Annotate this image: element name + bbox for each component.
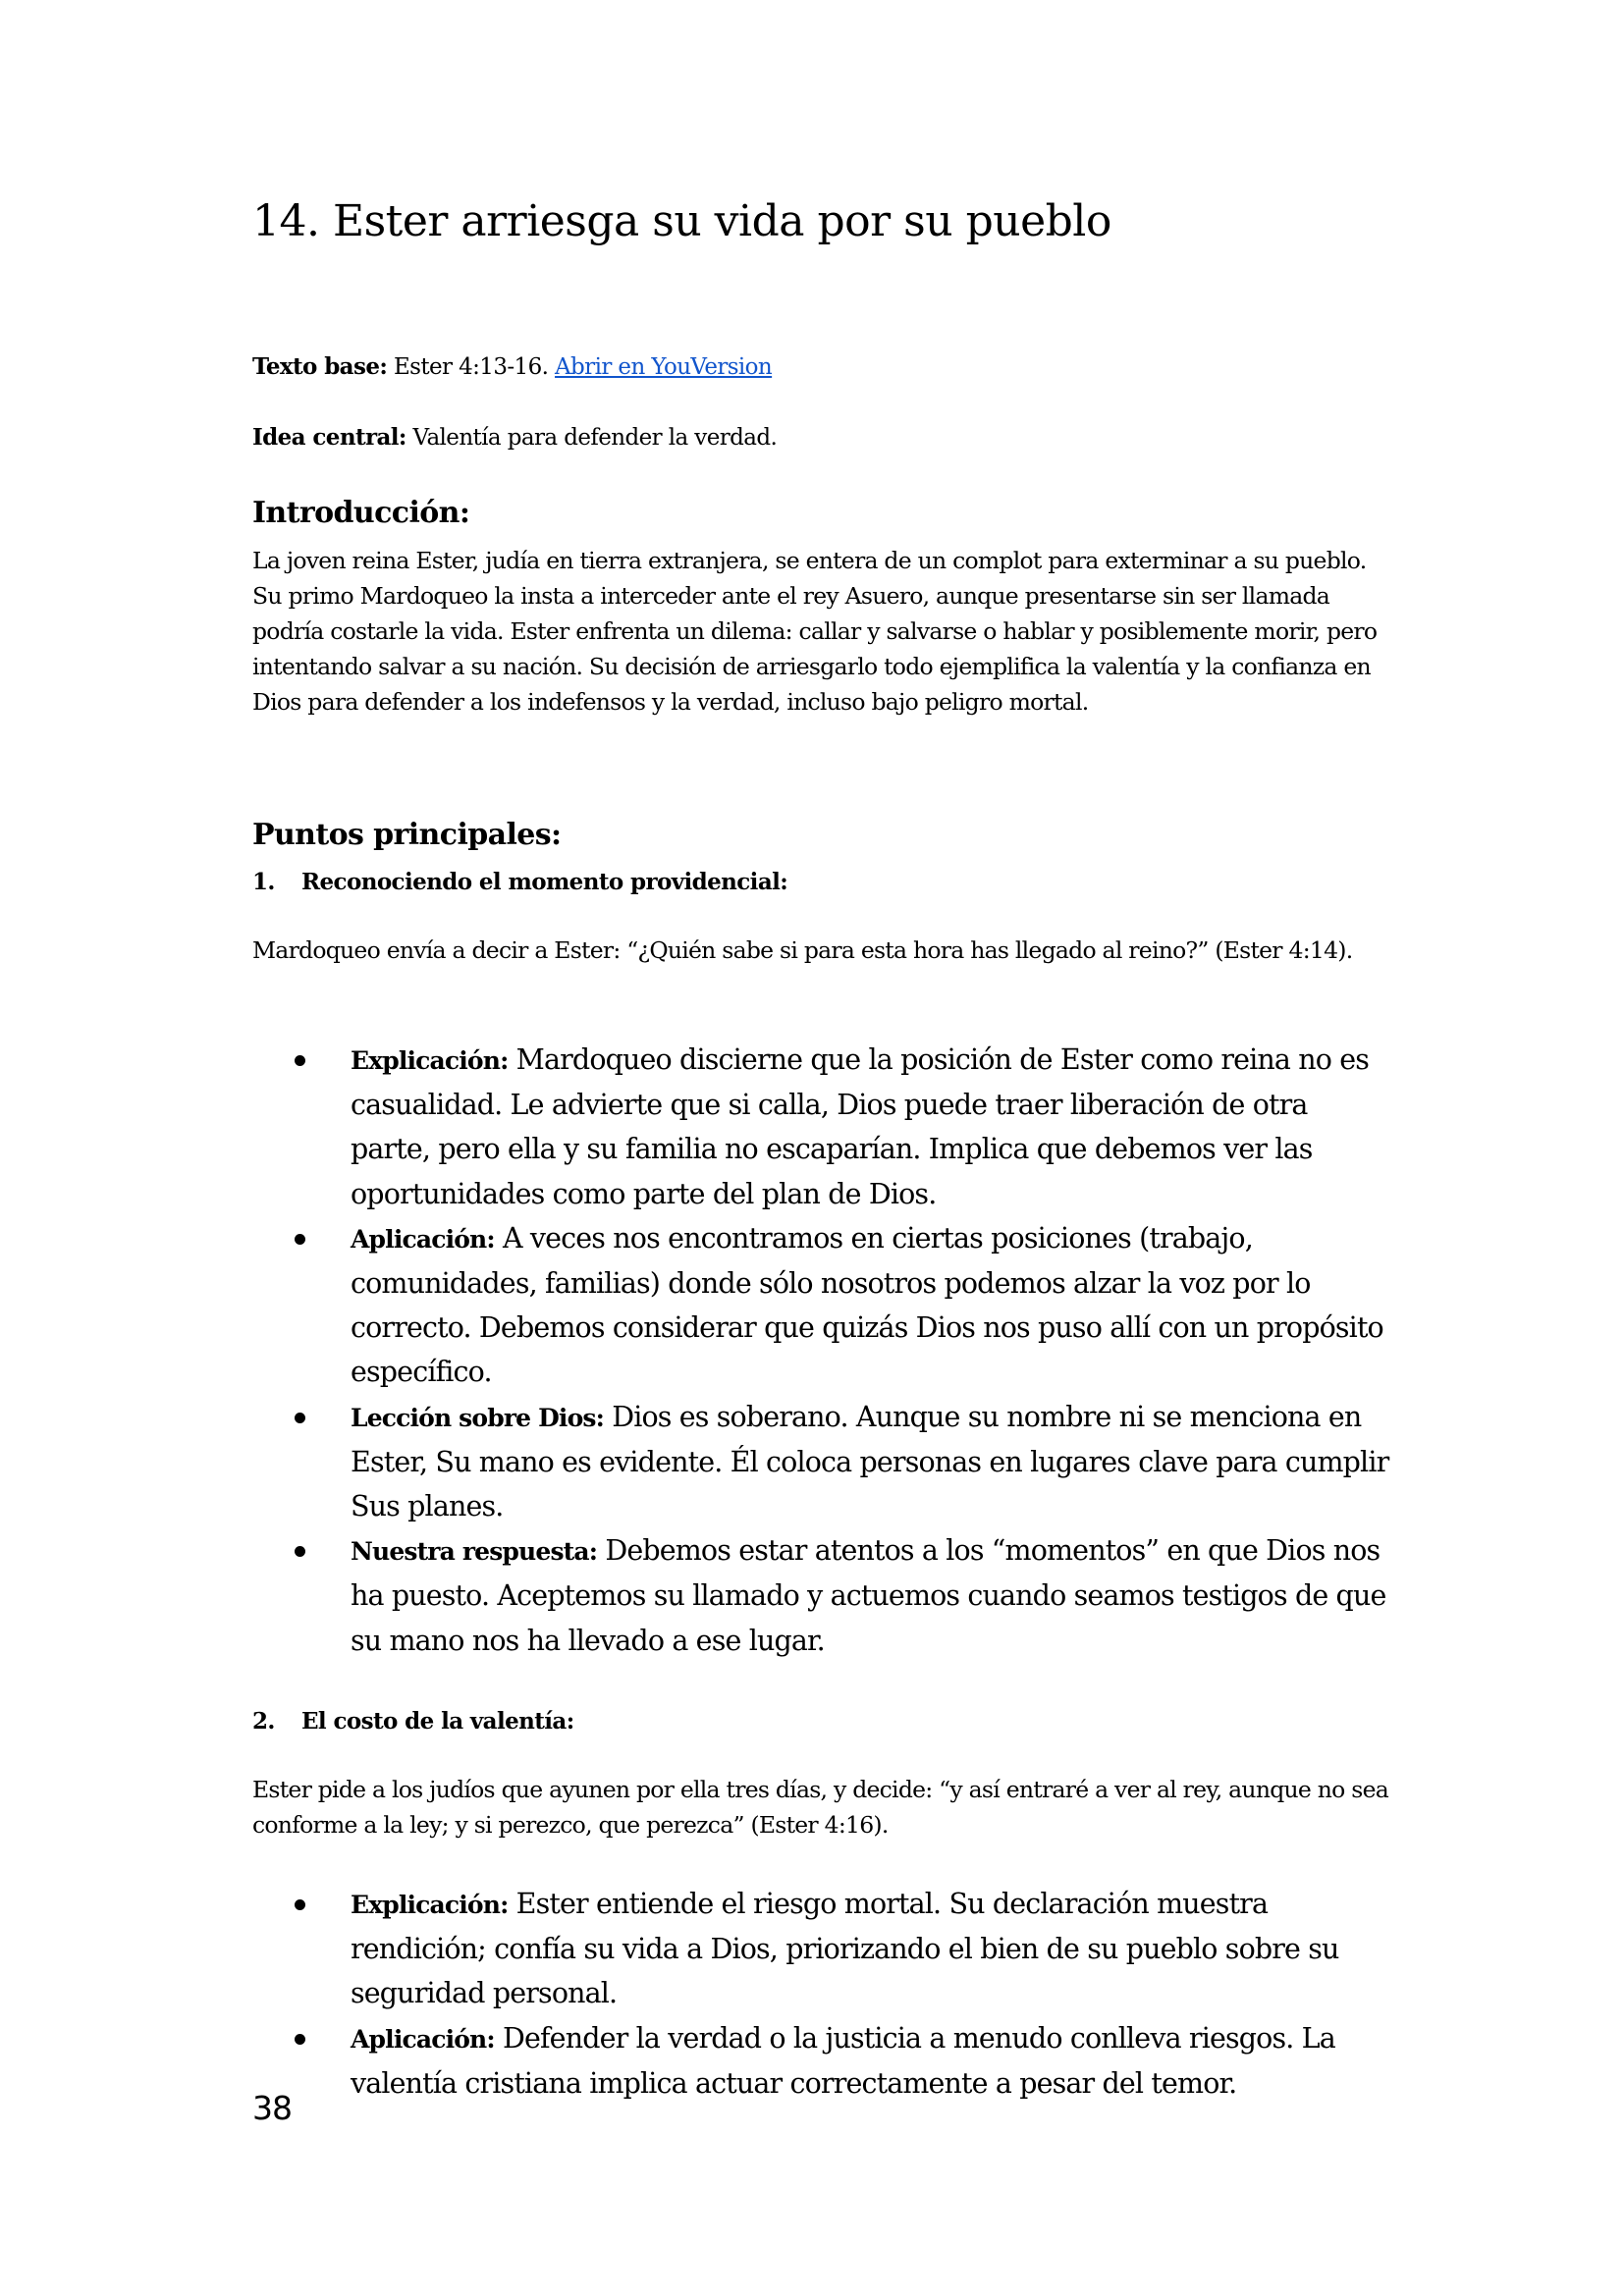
bullet-dot-icon: [295, 1546, 305, 1557]
point-2-bullets: [295, 1882, 1394, 2106]
idea-central-value: Valentía para defender la verdad.: [406, 425, 778, 451]
bullet-item: [295, 1395, 1394, 1529]
bullet-dot-icon: [295, 2034, 305, 2045]
point-1-title: Reconociendo el momento providencial:: [301, 869, 788, 895]
point-1-heading: [252, 869, 787, 895]
bullet-dot-icon: [295, 1899, 305, 1910]
point-2-number: 2.: [252, 1708, 275, 1735]
bullet-label: Explicación:: [351, 1046, 509, 1075]
point-2-title: El costo de la valentía:: [301, 1708, 574, 1735]
point-1-number: 1.: [252, 869, 275, 895]
point-1-bullets: [295, 1038, 1394, 1663]
bullet-item: [295, 2016, 1394, 2106]
bullet-label: Lección sobre Dios:: [351, 1403, 604, 1432]
page-number: 38: [252, 2089, 292, 2127]
bullet-label: Aplicación:: [351, 1224, 495, 1254]
texto-base-value: Ester 4:13-16.: [387, 354, 556, 380]
bullet-item: [295, 1882, 1394, 2016]
introduccion-heading: Introducción:: [252, 496, 470, 530]
introduccion-text: La joven reina Ester, judía en tierra extranjera, se entera de un complot para exterminar a su pueblo. Su primo Mardoqueo la insta a interceder ante el rey Asuero, aunque presentarse sin ser llamada podría costarle la vida. Ester enfrenta un dilema: callar y salvarse o hablar y posiblemente morir, pero intentando salvar a su nación. Su decisión de arriesgarlo todo ejemplifica la valentía y la confianza en Dios para defender a los indefensos y la verdad, incluso bajo peligro mortal.: [252, 547, 1378, 716]
idea-central-line: [252, 424, 777, 451]
bullet-item: [295, 1216, 1394, 1395]
youversion-link[interactable]: Abrir en YouVersion: [555, 354, 773, 380]
bullet-dot-icon: [295, 1055, 305, 1066]
bullet-label: Aplicación:: [351, 2024, 495, 2054]
idea-central-label: Idea central:: [252, 424, 406, 451]
texto-base-line: [252, 353, 772, 380]
bullet-item: [295, 1528, 1394, 1663]
bullet-item: [295, 1038, 1394, 1216]
bullet-text: A veces nos encontramos en ciertas posiciones (trabajo, comunidades, familias) donde sólo nosotros podemos alzar la voz por lo correcto. Debemos considerar que quizás Dios nos puso allí con un propósito específico.: [351, 1221, 1383, 1389]
bullet-text: Debemos estar atentos a los “momentos” en que Dios nos ha puesto. Aceptemos su llamado y actuemos cuando seamos testigos de que su mano nos ha llevado a ese lugar.: [351, 1534, 1386, 1657]
bullet-label: Explicación:: [351, 1891, 509, 1919]
point-2-text: Ester pide a los judíos que ayunen por ella tres días, y decide: “y así entraré a ver al rey, aunque no sea conforme a la ley; y si perezco, que perezca” (Ester 4:16).: [252, 1776, 1388, 1839]
puntos-heading: Puntos principales:: [252, 818, 562, 852]
bullet-text: Ester entiende el riesgo mortal. Su declaración muestra rendición; confía su vida a Dios, priorizando el bien de su pueblo sobre su seguridad personal.: [351, 1888, 1339, 2010]
texto-base-label: Texto base:: [252, 353, 388, 380]
bullet-text: Defender la verdad o la justicia a menudo conlleva riesgos. La valentía cristiana implica actuar correctamente a pesar del temor.: [351, 2021, 1335, 2100]
bullet-dot-icon: [295, 1413, 305, 1423]
point-1-text: Mardoqueo envía a decir a Ester: “¿Quién sabe si para esta hora has llegado al reino?” (Ester 4:14).: [252, 936, 1353, 964]
bullet-dot-icon: [295, 1234, 305, 1245]
bullet-text: Dios es soberano. Aunque su nombre ni se menciona en Ester, Su mano es evidente. Él coloca personas en lugares clave para cumplir Sus planes.: [351, 1400, 1389, 1523]
bullet-label: Nuestra respuesta:: [351, 1537, 598, 1567]
bullet-text: Mardoqueo discierne que la posición de Ester como reina no es casualidad. Le advierte que si calla, Dios puede traer liberación de otra parte, pero ella y su familia no escaparían. Implica que debemos ver las oportunidades como parte del plan de Dios.: [351, 1043, 1370, 1210]
page-title: 14. Ester arriesga su vida por su pueblo: [252, 196, 1111, 246]
point-2-heading: [252, 1708, 574, 1735]
